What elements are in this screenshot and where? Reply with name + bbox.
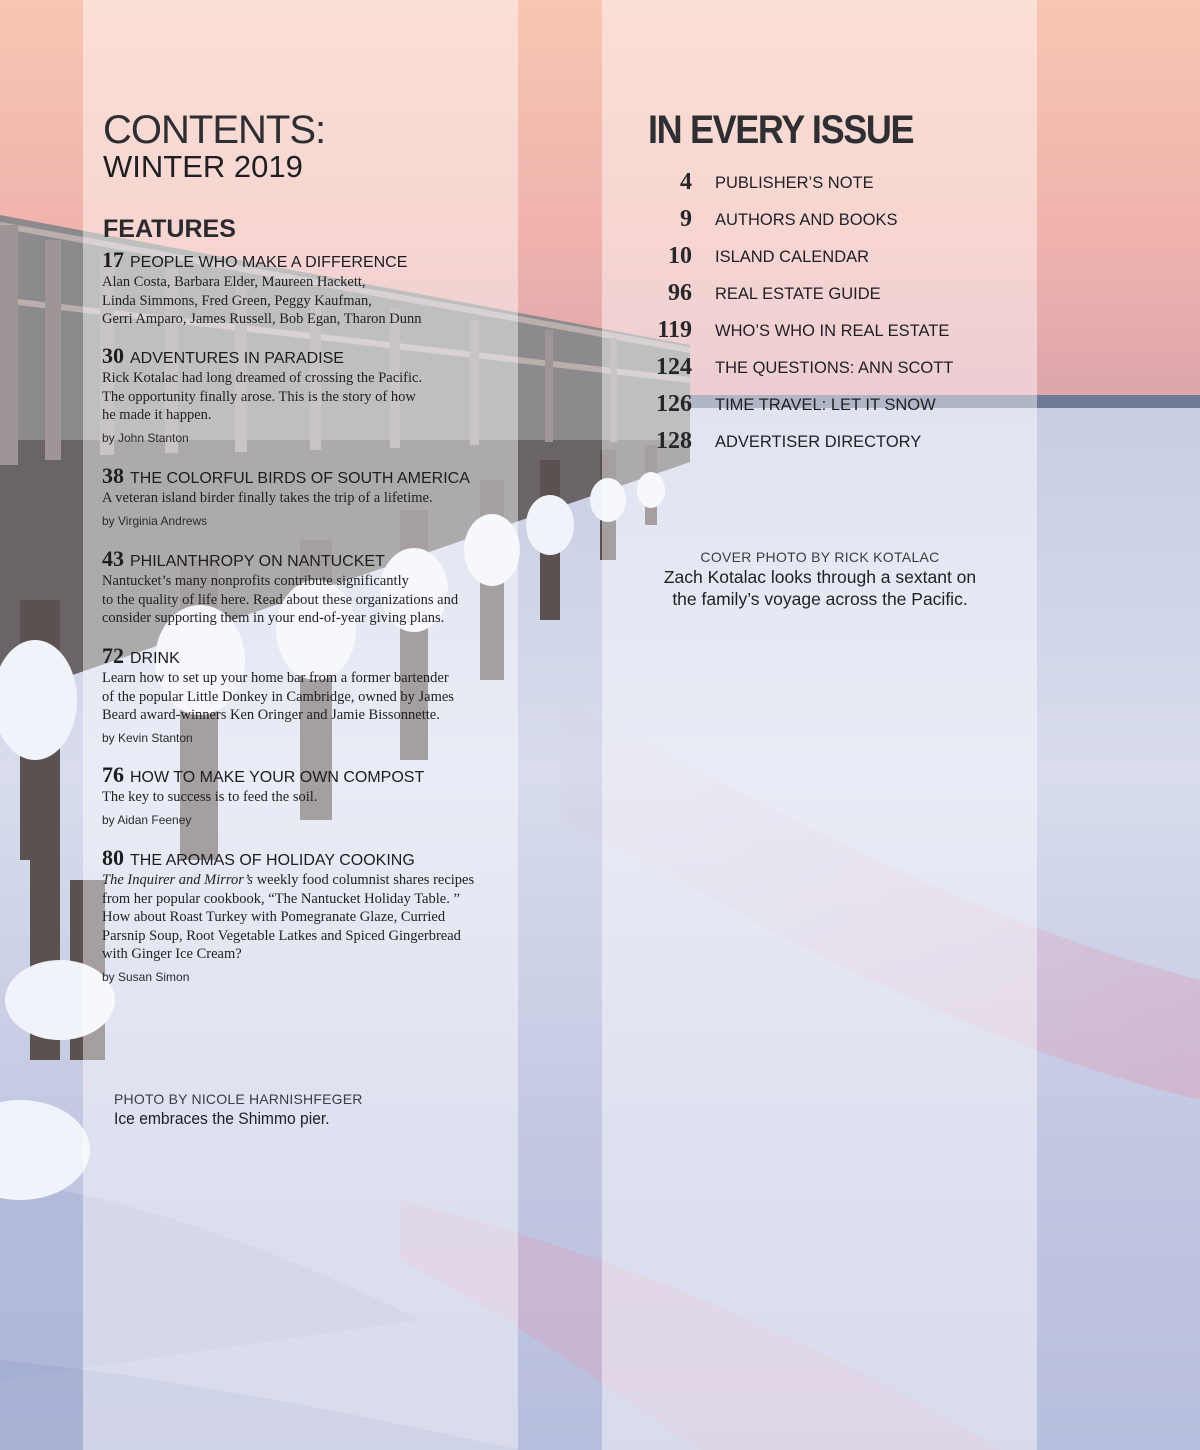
in-every-issue-title: IN EVERY ISSUE	[648, 108, 914, 152]
feature-page-number: 76	[102, 762, 124, 787]
issue-page-number: 9	[680, 206, 692, 232]
feature-description-text: weekly food columnist shares recipes from her popular cookbook, “The Nantucket Holiday Table. ” How about Roast Turkey with Pomegranate Glaze, Curried Parsnip Soup, Root Vegetable Latkes and Spiced Gingerbread with Ginger Ice Cream?	[102, 872, 475, 962]
feature-byline: by John Stanton	[102, 430, 189, 445]
issue-page-number: 124	[656, 354, 692, 380]
feature-entry[interactable]	[102, 247, 522, 329]
issue-item[interactable]	[640, 316, 1000, 346]
issue-item[interactable]	[640, 242, 1000, 272]
feature-description: Learn how to set up your home bar from a former bartender of the popular Little Donkey in Cambridge, owned by James Beard award-winners Ken Oringer and Jamie Bissonnette.	[102, 670, 454, 723]
feature-page-number: 80	[102, 845, 124, 870]
feature-page-number: 30	[102, 343, 124, 368]
feature-description	[102, 871, 522, 964]
feature-byline: by Virginia Andrews	[102, 513, 208, 528]
feature-description: Nantucket’s many nonprofits contribute significantly to the quality of life here. Read about these organizations and consider supporting them in your end-of-year giving plans.	[102, 573, 459, 626]
feature-title[interactable]: THE AROMAS OF HOLIDAY COOKING	[130, 852, 415, 869]
feature-title[interactable]: PEOPLE WHO MAKE A DIFFERENCE	[130, 254, 408, 271]
issue-page-number: 96	[668, 280, 692, 306]
photo-credit-text: Ice embraces the Shimmo pier.	[114, 1109, 330, 1128]
issue-item[interactable]	[640, 168, 1000, 198]
issue-label[interactable]: WHO’S WHO IN REAL ESTATE	[715, 322, 950, 340]
features-heading: FEATURES	[103, 215, 236, 243]
feature-entry[interactable]	[102, 463, 522, 529]
contents-title: CONTENTS:	[103, 108, 326, 152]
feature-description: A veteran island birder finally takes the trip of a lifetime.	[102, 490, 433, 506]
issue-item[interactable]	[640, 390, 1000, 420]
issue-item[interactable]	[640, 427, 1000, 457]
issue-label[interactable]: REAL ESTATE GUIDE	[715, 285, 881, 303]
feature-title[interactable]: THE COLORFUL BIRDS OF SOUTH AMERICA	[130, 470, 470, 487]
feature-byline: by Susan Simon	[102, 969, 190, 984]
feature-title[interactable]: ADVENTURES IN PARADISE	[130, 350, 344, 367]
feature-title[interactable]: DRINK	[130, 650, 180, 667]
feature-byline: by Aidan Feeney	[102, 812, 192, 827]
issue-label[interactable]: PUBLISHER’S NOTE	[715, 174, 874, 192]
cover-credit-caption: COVER PHOTO BY RICK KOTALAC	[700, 549, 940, 565]
feature-description: The key to success is to feed the soil.	[102, 789, 318, 805]
photo-credit	[114, 1090, 363, 1130]
issue-label[interactable]: AUTHORS AND BOOKS	[715, 211, 898, 229]
feature-description: Alan Costa, Barbara Elder, Maureen Hackett, Linda Simmons, Fred Green, Peggy Kaufman, Gerri Amparo, James Russell, Bob Egan, Tharon Dunn	[102, 274, 422, 327]
issue-page-number: 126	[656, 391, 692, 417]
issue-item[interactable]	[640, 205, 1000, 235]
publication-name: The Inquirer and Mirror’s	[102, 872, 254, 888]
feature-description: Rick Kotalac had long dreamed of crossing the Pacific. The opportunity finally arose. This is the story of how he made it happen.	[102, 370, 423, 423]
feature-entry[interactable]	[102, 762, 522, 828]
feature-page-number: 43	[102, 546, 124, 571]
issue-label[interactable]: TIME TRAVEL: LET IT SNOW	[715, 396, 936, 414]
cover-credit-text: Zach Kotalac looks through a sextant on the family’s voyage across the Pacific.	[663, 567, 977, 609]
feature-entry[interactable]	[102, 343, 522, 446]
feature-entry[interactable]	[102, 546, 522, 628]
photo-credit-caption: PHOTO BY NICOLE HARNISHFEGER	[114, 1091, 363, 1107]
feature-entry[interactable]	[102, 643, 522, 746]
cover-photo-credit	[610, 548, 1030, 610]
issue-label[interactable]: ADVERTISER DIRECTORY	[715, 433, 922, 451]
issue-page-number: 119	[657, 317, 692, 343]
issue-item[interactable]	[640, 279, 1000, 309]
issue-page-number: 10	[668, 243, 692, 269]
issue-item[interactable]	[640, 353, 1000, 383]
feature-title[interactable]: HOW TO MAKE YOUR OWN COMPOST	[130, 769, 425, 786]
feature-byline: by Kevin Stanton	[102, 730, 193, 745]
feature-title[interactable]: PHILANTHROPY ON NANTUCKET	[130, 553, 385, 570]
issue-page-number: 4	[680, 169, 692, 195]
feature-entry[interactable]	[102, 845, 522, 985]
issue-season: WINTER 2019	[103, 149, 303, 184]
feature-page-number: 38	[102, 463, 124, 488]
feature-page-number: 72	[102, 643, 124, 668]
issue-label[interactable]: THE QUESTIONS: ANN SCOTT	[715, 359, 954, 377]
issue-label[interactable]: ISLAND CALENDAR	[715, 248, 870, 266]
issue-page-number: 128	[656, 428, 692, 454]
feature-page-number: 17	[102, 247, 124, 272]
